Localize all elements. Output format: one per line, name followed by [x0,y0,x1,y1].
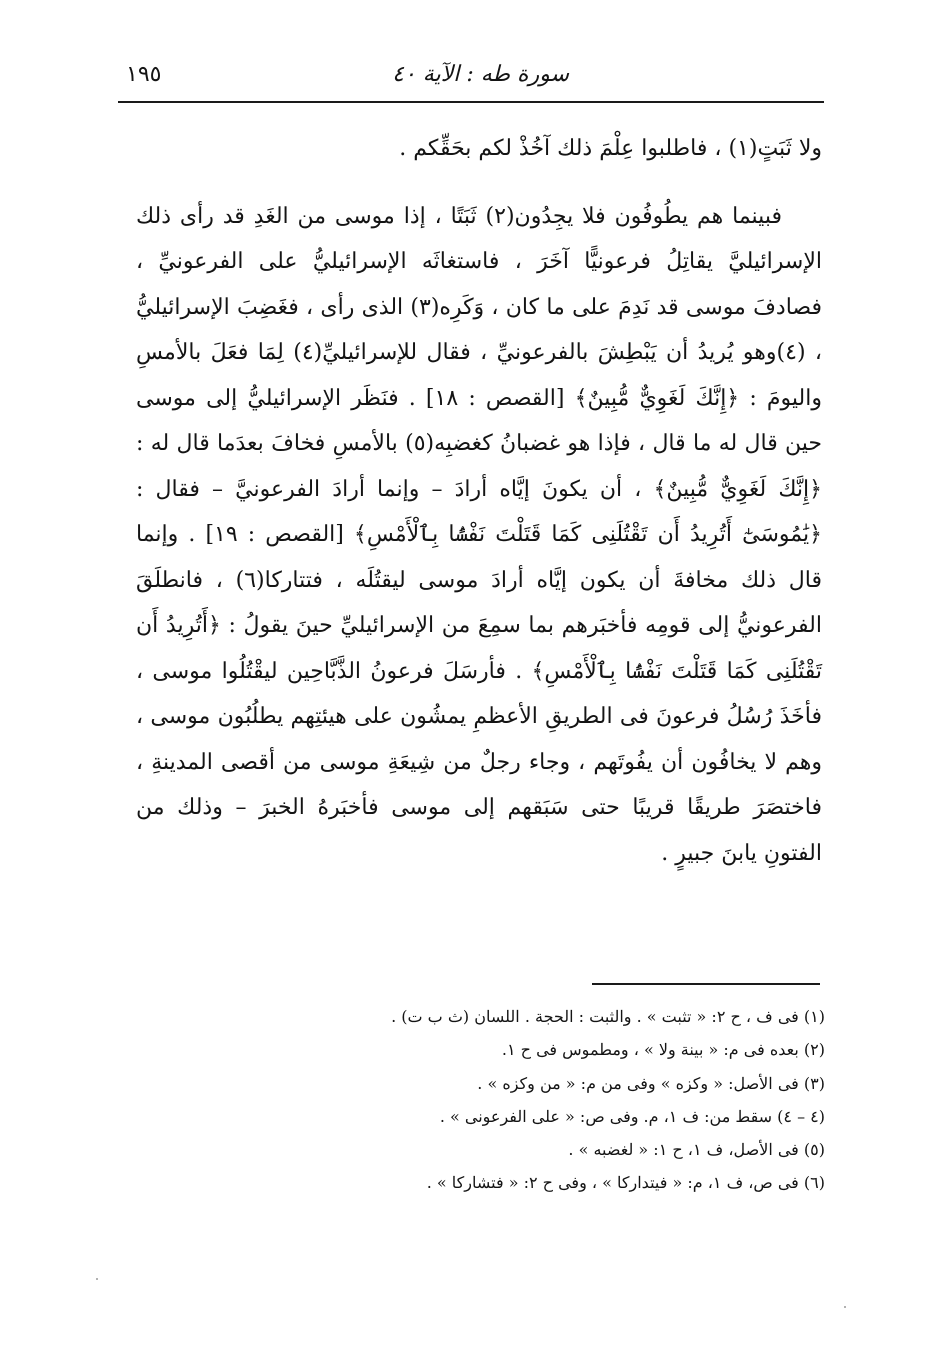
paragraph: فبينما هم يطُوفُون فلا يجِدُون(٢) ثَبَتًا ، إذا موسى من الغَدِ قد رأى ذلك الإسرائيليَّ يقاتِلُ فرعونيًّا آخَرَ ، فاستغاثَه الإسرائيليُّ على الفرعونيِّ ، فصادفَ موسى قد نَدِمَ على ما كان ، وَكَرِه(٣) الذى رأى ، فغَضِبَ الإسرائيليُّ ، (٤)وهو يُريدُ أن يَبْطِشَ بالفرعونيِّ ، فقال للإسرائيليِّ(٤) لِمَا فعَلَ بالأمسِ واليومَ : ﴿إِنَّكَ لَغَوِيٌّ مُّبِينٌ﴾ [القصص : ١٨] . فنَظَر الإسرائيليُّ إلى موسى حين قال له ما قال ، فإذا هو غضبانُ كغضبِه(٥) بالأمسِ فخافَ بعدَما قال له : ﴿إِنَّكَ لَغَوِيٌّ مُّبِينٌ﴾ ، أن يكونَ إيَّاه أرادَ – وإنما أرادَ الفرعونيَّ – فقال : ﴿يَٰمُوسَىٰٓ أَتُرِيدُ أَن تَقْتُلَنِى كَمَا قَتَلْتَ نَفْسًۢا بِٱلْأَمْسِ﴾ [القصص : ١٩] . وإنما قال ذلك مخافةَ أن يكون إيَّاه أرادَ موسى ليقتُلَه ، فتتاركا(٦) ، فانطلَقَ الفرعونيُّ إلى قومِه فأخبَرهم بما سمِعَ من الإسرائيليِّ حينَ يقولُ : ﴿أَتُرِيدُ أَن تَقْتُلَنِى كَمَا قَتَلْتَ نَفْسًۢا بِٱلْأَمْسِ﴾ . فأرسَلَ فرعونُ الذَّبَّاحِين ليقْتُلُوا موسى ، فأخَذَ رُسُلُ فرعونَ فى الطريقِ الأعظمِ يمشُون على هيئتِهم يطلُبُون موسى ، وهم لا يخافُون أن يفُوتَهم ، وجاء رجلٌ من شِيعَةِ موسى من أقصى المدينةِ ، فاختصَرَ طريقًا قريبًا حتى سَبَقهم إلى موسى فأخبَرهُ الخبرَ – وذلك من الفتونِ يابنَ جبيرٍ . [136,203,823,866]
paragraph: ولا ثَبَتٍ(١) ، فاطلبوا عِلْمَ ذلك آخُذْ لكم بحَقِّكم . [399,136,822,161]
footnotes [250,1000,825,1200]
footnote-item: (٤ – ٤) سقط من: ف ١، م. وفى ص: « على الفرعونى » . [439,1106,825,1126]
main-text [136,126,822,876]
footnote-item: (٦) فى ص، ف ١، م: « فيتداركا » ، وفى ح ٢: « فتشاركا » . [426,1173,825,1193]
footnote-item: (١) فى ف ، ح ٢: « تثبت » . والثبت : الحجة . اللسان (ث ب ت) . [391,1007,825,1026]
footnote-item: (٥) فى الأصل، ف ١، ح ١: « لغضبه » . [568,1140,825,1160]
running-title: سورة طه : الآية ٤٠ [392,62,569,87]
page-number: ١٩٥ [126,62,162,87]
footnote-item: (٣) فى الأصل: « وكزه » وفى من م: « من وكزه » . [477,1073,825,1093]
header-divider [118,101,824,103]
scan-speck [96,1278,98,1280]
footnote-divider [592,983,820,985]
footnote-item: (٢) بعده فى م: « بينة ولا » ، ومطموس فى ح ١. [501,1040,825,1060]
page-header [118,58,824,98]
scan-speck [844,1306,846,1308]
